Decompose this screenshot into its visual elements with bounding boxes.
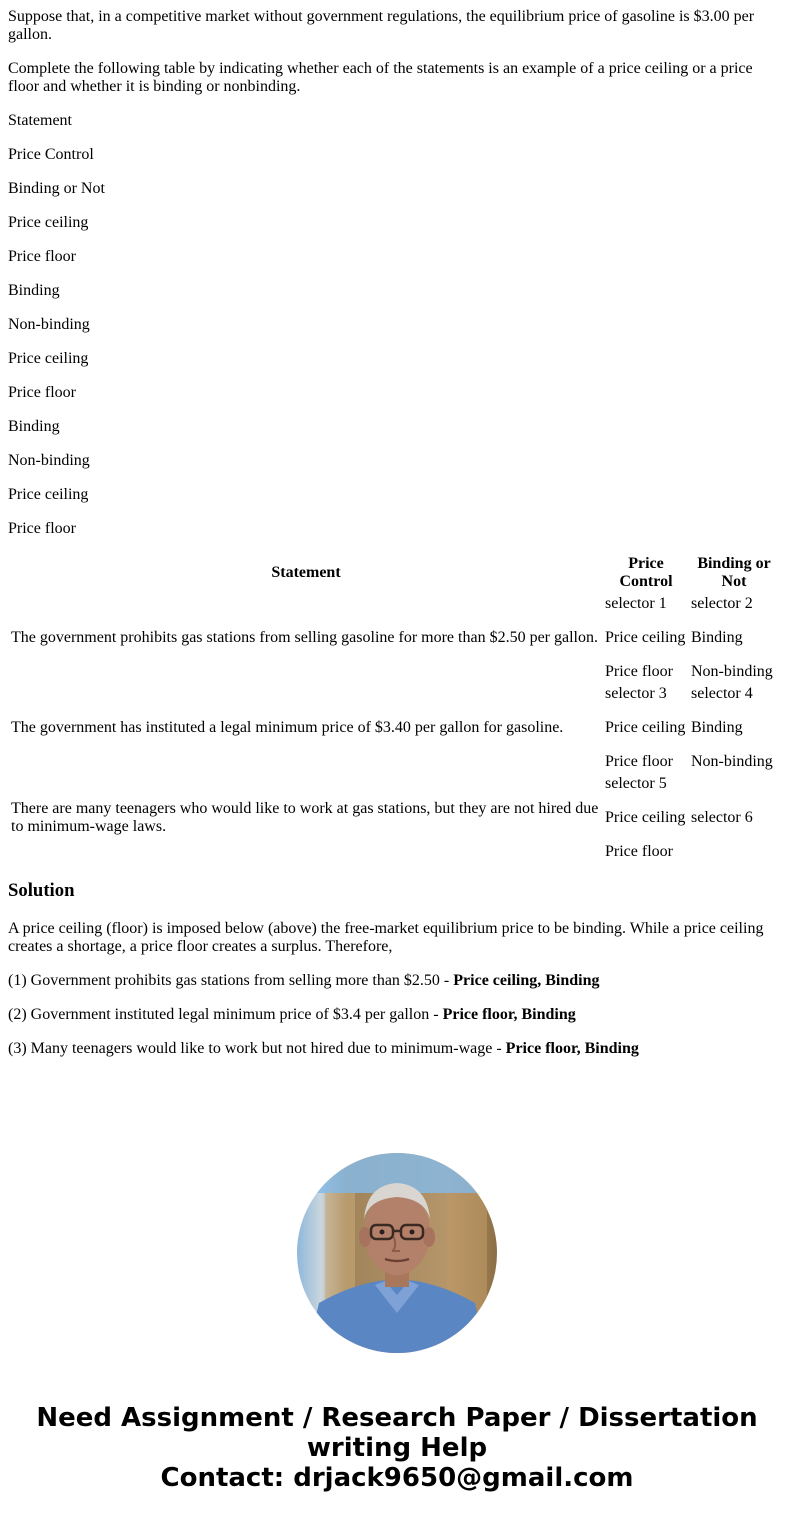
solution-section bbox=[8, 880, 786, 1058]
loose-line[interactable]: Price floor bbox=[8, 520, 76, 537]
answer-value: Price floor, Binding bbox=[505, 1040, 639, 1057]
loose-option-list bbox=[8, 112, 786, 538]
loose-line[interactable]: Price ceiling bbox=[8, 350, 89, 367]
option-price-floor[interactable]: Price floor bbox=[605, 753, 673, 770]
loose-line: Binding or Not bbox=[8, 180, 105, 197]
loose-line[interactable]: Binding bbox=[8, 282, 60, 299]
selector-label: selector 5 bbox=[605, 775, 667, 792]
solution-explanation: A price ceiling (floor) is imposed below (above) the free-market equilibrium price to be binding. While a price ceiling creates a shortage, a price floor creates a surplus. Therefore, bbox=[8, 920, 764, 955]
price-control-cell bbox=[604, 684, 688, 772]
option-price-ceiling[interactable]: Price ceiling bbox=[605, 719, 686, 736]
loose-line[interactable]: Price floor bbox=[8, 384, 76, 401]
statement-cell: There are many teenagers who would like to work at gas stations, but they are not hired due to minimum-wage laws. bbox=[11, 800, 599, 835]
loose-line[interactable]: Binding bbox=[8, 418, 60, 435]
answer-value: Price floor, Binding bbox=[442, 1006, 576, 1023]
option-price-ceiling[interactable]: Price ceiling bbox=[605, 809, 686, 826]
selector-label: selector 2 bbox=[691, 595, 753, 612]
binding-cell bbox=[690, 594, 778, 682]
answer-value: Price ceiling, Binding bbox=[453, 972, 600, 989]
option-non-binding[interactable]: Non-binding bbox=[691, 753, 773, 770]
answer-prefix: (3) Many teenagers would like to work but not hired due to minimum-wage - bbox=[8, 1040, 506, 1057]
solution-answer-1 bbox=[8, 972, 786, 990]
selector-label: selector 3 bbox=[605, 685, 667, 702]
promo-contact[interactable]: Contact: drjack9650@gmail.com bbox=[160, 1463, 634, 1493]
loose-line[interactable]: Price ceiling bbox=[8, 486, 89, 503]
loose-line[interactable]: Non-binding bbox=[8, 452, 90, 469]
option-price-floor[interactable]: Price floor bbox=[605, 663, 673, 680]
promo-line-2: writing Help bbox=[306, 1433, 488, 1463]
header-statement: Statement bbox=[271, 564, 341, 581]
option-non-binding[interactable]: Non-binding bbox=[691, 663, 773, 680]
table-row bbox=[10, 594, 778, 682]
promo-banner bbox=[0, 1403, 794, 1493]
loose-line[interactable]: Price floor bbox=[8, 248, 76, 265]
loose-line[interactable]: Non-binding bbox=[8, 316, 90, 333]
binding-cell bbox=[690, 774, 778, 862]
selector-label: selector 4 bbox=[691, 685, 753, 702]
promo-line-1: Need Assignment / Research Paper / Dissertation bbox=[36, 1403, 758, 1433]
table-row bbox=[10, 774, 778, 862]
selector-label: selector 6 bbox=[691, 809, 753, 826]
question-table bbox=[8, 552, 780, 864]
loose-line: Statement bbox=[8, 112, 72, 129]
question-instruction: Complete the following table by indicating whether each of the statements is an example of a price ceiling or a price floor and whether it is binding or nonbinding. bbox=[8, 60, 753, 95]
loose-line: Price Control bbox=[8, 146, 94, 163]
loose-line[interactable]: Price ceiling bbox=[8, 214, 89, 231]
answer-prefix: (2) Government instituted legal minimum price of $3.4 per gallon - bbox=[8, 1006, 443, 1023]
option-binding[interactable]: Binding bbox=[691, 629, 743, 646]
solution-answer-2 bbox=[8, 1006, 786, 1024]
price-control-cell bbox=[604, 774, 688, 862]
question-intro: Suppose that, in a competitive market without government regulations, the equilibrium price of gasoline is $3.00 per gallon. bbox=[8, 8, 755, 43]
selector-label: selector 1 bbox=[605, 595, 667, 612]
statement-cell: The government prohibits gas stations from selling gasoline for more than $2.50 per gallon. bbox=[11, 629, 598, 646]
author-avatar bbox=[297, 1153, 497, 1353]
table-row bbox=[10, 684, 778, 772]
author-portrait-image bbox=[297, 1153, 497, 1353]
answer-prefix: (1) Government prohibits gas stations from selling more than $2.50 - bbox=[8, 972, 454, 989]
option-price-floor[interactable]: Price floor bbox=[605, 843, 673, 860]
header-price-control: Price Control bbox=[619, 555, 673, 590]
header-binding: Binding or Not bbox=[697, 555, 771, 590]
option-binding[interactable]: Binding bbox=[691, 719, 743, 736]
solution-answer-3 bbox=[8, 1040, 786, 1058]
binding-cell bbox=[690, 684, 778, 772]
price-control-cell bbox=[604, 594, 688, 682]
option-price-ceiling[interactable]: Price ceiling bbox=[605, 629, 686, 646]
statement-cell: The government has instituted a legal minimum price of $3.40 per gallon for gasoline. bbox=[11, 719, 564, 736]
table-header-row bbox=[10, 554, 778, 592]
solution-heading: Solution bbox=[8, 880, 75, 901]
